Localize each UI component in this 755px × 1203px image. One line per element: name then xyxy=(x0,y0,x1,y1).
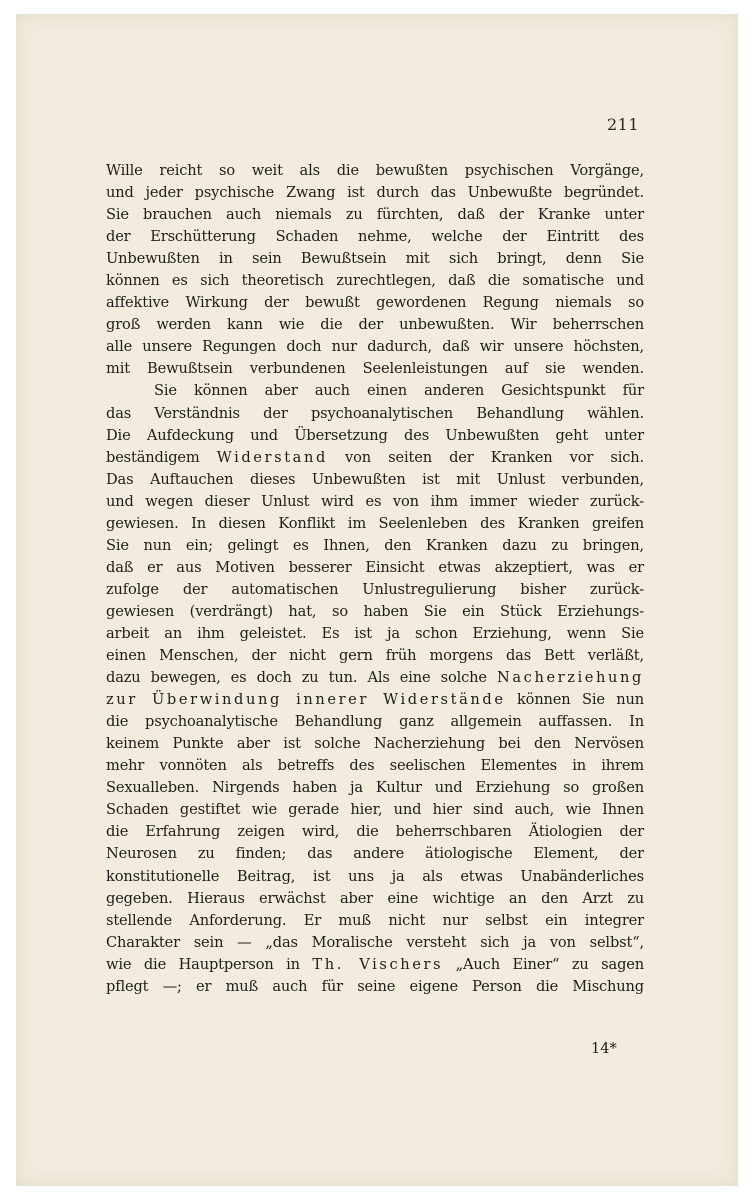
text-line xyxy=(106,932,644,954)
text-line xyxy=(106,821,644,843)
text-line xyxy=(106,358,644,380)
text-line xyxy=(106,270,644,292)
page-number: 211 xyxy=(607,115,640,134)
text-line xyxy=(106,491,644,513)
text-segment: arbeit an ihm geleistet. Es ist ja schon Erziehung, wenn Sie xyxy=(106,624,644,642)
text-segment: konstitutionelle Beitrag, ist uns ja als etwas Unabänderliches xyxy=(106,867,644,885)
text-segment: Sexualleben. Nirgends haben ja Kultur und Erziehung so großen xyxy=(106,779,644,797)
text-line xyxy=(106,645,644,667)
text-segment: Sie nun ein; gelingt es Ihnen, den Kranken dazu zu bringen, xyxy=(106,536,644,554)
emphasized-text: Th. Vischers xyxy=(312,955,444,973)
text-segment: dazu bewegen, es doch zu tun. Als eine solche xyxy=(106,669,497,687)
text-line xyxy=(106,843,644,865)
text-segment: einen Menschen, der nicht gern früh morgens das Bett verläßt, xyxy=(106,647,644,665)
text-segment: zufolge der automatischen Unlustregulierung bisher zurück- xyxy=(106,580,644,598)
text-segment: Charakter sein — „das Moralische versteht sich ja von selbst“, xyxy=(106,933,644,951)
text-segment: beständigem xyxy=(106,448,217,466)
text-segment: Sie brauchen auch niemals zu fürchten, daß der Kranke unter xyxy=(106,206,644,224)
text-line xyxy=(106,226,644,248)
text-segment: stellende Anforderung. Er muß nicht nur selbst ein integrer xyxy=(106,911,644,929)
text-line xyxy=(106,733,644,755)
emphasized-text: zur Überwindung innerer Widerstände xyxy=(106,691,506,709)
text-segment: und jeder psychische Zwang ist durch das Unbewußte begründet. xyxy=(106,184,644,202)
text-line xyxy=(106,711,644,733)
text-line xyxy=(106,667,644,689)
text-segment: Schaden gestiftet wie gerade hier, und hier sind auch, wie Ihnen xyxy=(106,801,644,819)
text-segment: keinem Punkte aber ist solche Nacherziehung bei den Nervösen xyxy=(106,735,644,753)
text-line xyxy=(106,799,644,821)
text-line xyxy=(106,557,644,579)
signature-mark: 14* xyxy=(591,1041,617,1057)
text-line xyxy=(106,579,644,601)
text-segment: affektive Wirkung der bewußt gewordenen Regung niemals so xyxy=(106,294,644,312)
text-segment: Das Auftauchen dieses Unbewußten ist mit Unlust verbunden, xyxy=(106,470,644,488)
text-segment: die psychoanalytische Behandlung ganz allgemein auffassen. In xyxy=(106,713,644,731)
text-segment: das Verständnis der psychoanalytischen Behandlung wählen. xyxy=(106,404,644,422)
text-segment: und wegen dieser Unlust wird es von ihm immer wieder zurück- xyxy=(106,492,644,510)
text-line xyxy=(106,160,644,182)
text-segment: Sie können aber auch einen anderen Gesichtspunkt für xyxy=(154,382,644,400)
text-segment: mit Bewußtsein verbundenen Seelenleistungen auf sie wenden. xyxy=(106,360,644,378)
book-page xyxy=(16,14,738,1186)
text-line xyxy=(106,866,644,888)
text-segment: wie die Hauptperson in xyxy=(106,955,313,973)
text-line xyxy=(106,513,644,535)
text-line xyxy=(106,689,644,711)
text-line xyxy=(106,910,644,932)
text-line xyxy=(106,888,644,910)
text-line xyxy=(106,403,644,425)
text-segment: die Erfahrung zeigen wird, die beherrschbaren Ätiologien der xyxy=(106,823,644,841)
text-line xyxy=(106,292,644,314)
emphasized-text: Widerstand xyxy=(216,448,328,466)
text-segment: Neurosen zu finden; das andere ätiologische Element, der xyxy=(106,845,644,863)
text-segment: mehr vonnöten als betreffs des seelischen Elementes in ihrem xyxy=(106,757,644,775)
text-line xyxy=(106,425,644,447)
text-segment: gegeben. Hieraus erwächst aber eine wichtige an den Arzt zu xyxy=(106,889,644,907)
text-line xyxy=(106,314,644,336)
text-segment: pflegt —; er muß auch für seine eigene Person die Mischung xyxy=(106,977,644,995)
text-segment: groß werden kann wie die der unbewußten. Wir beherrschen xyxy=(106,316,644,334)
text-line xyxy=(106,954,644,976)
text-line xyxy=(106,248,644,270)
text-line xyxy=(106,601,644,623)
text-segment: der Erschütterung Schaden nehme, welche der Eintritt des xyxy=(106,228,644,246)
text-line xyxy=(106,447,644,469)
text-segment: Die Aufdeckung und Übersetzung des Unbewußten geht unter xyxy=(106,426,644,444)
text-segment: können Sie nun xyxy=(505,691,644,709)
text-line xyxy=(106,535,644,557)
text-segment: gewiesen (verdrängt) hat, so haben Sie ein Stück Erziehungs- xyxy=(106,602,644,620)
text-segment: „Auch Einer“ zu sagen xyxy=(443,955,644,973)
text-segment: von seiten der Kranken vor sich. xyxy=(327,448,644,466)
body-text xyxy=(106,160,644,998)
text-segment: daß er aus Motiven besserer Einsicht etwas akzeptiert, was er xyxy=(106,558,644,576)
text-line xyxy=(106,755,644,777)
text-segment: alle unsere Regungen doch nur dadurch, daß wir unsere höchsten, xyxy=(106,338,644,356)
text-line xyxy=(106,380,644,402)
text-segment: Unbewußten in sein Bewußtsein mit sich bringt, denn Sie xyxy=(106,250,644,268)
text-line xyxy=(106,976,644,998)
text-segment: Wille reicht so weit als die bewußten psychischen Vorgänge, xyxy=(106,162,644,179)
text-segment: gewiesen. In diesen Konflikt im Seelenleben des Kranken greifen xyxy=(106,514,644,532)
text-line xyxy=(106,777,644,799)
text-line xyxy=(106,623,644,645)
text-line xyxy=(106,336,644,358)
text-line xyxy=(106,204,644,226)
emphasized-text: Nacherziehung xyxy=(497,669,644,687)
text-segment: können es sich theoretisch zurechtlegen, daß die somatische und xyxy=(106,272,644,290)
text-line xyxy=(106,182,644,204)
text-line xyxy=(106,469,644,491)
